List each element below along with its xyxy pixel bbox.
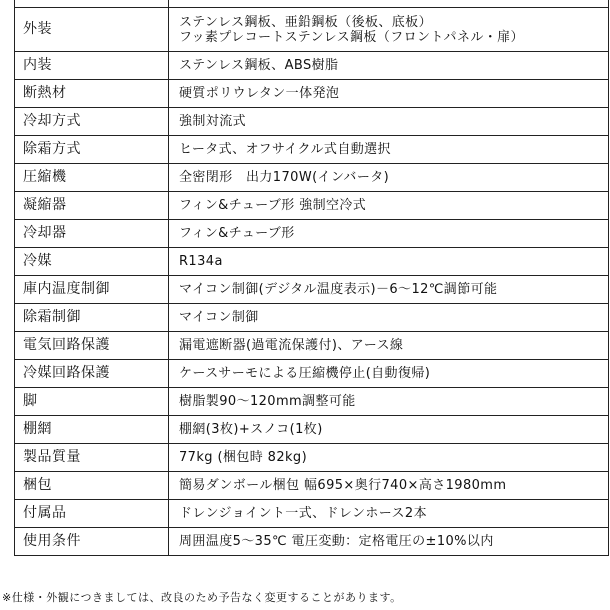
spec-row-refrigerant-circuit-protection <box>15 360 609 388</box>
spec-row-refrigerant <box>15 248 609 276</box>
spec-label-operating-conditions: 使用条件 <box>15 528 169 556</box>
spec-value-accessories: ドレンジョイント一式、ドレンホース2本 <box>169 500 609 528</box>
spec-value-exterior-line-1: ステンレス鋼板、亜鉛鋼板（後板、底板） <box>179 14 432 30</box>
spec-value-refrigerant: R134a <box>169 248 609 276</box>
spec-value-operating-conditions: 周囲温度5～35℃ 電圧変動：定格電圧の±10%以内 <box>169 528 609 556</box>
spec-label-temperature-control: 庫内温度制御 <box>15 276 169 304</box>
spec-value-interior: ステンレス鋼板、ABS樹脂 <box>169 52 609 80</box>
spec-row-evaporator <box>15 220 609 248</box>
spec-label-packaging: 梱包 <box>15 472 169 500</box>
spec-value-exterior <box>169 8 609 52</box>
spec-row-defrost-control <box>15 304 609 332</box>
spec-row-shelves <box>15 416 609 444</box>
spec-row-compressor <box>15 164 609 192</box>
spec-label-shelves: 棚網 <box>15 416 169 444</box>
spec-row-packaging <box>15 472 609 500</box>
spec-label-circuit-protection: 電気回路保護 <box>15 332 169 360</box>
spec-label-cell <box>15 0 169 8</box>
spec-label-exterior: 外装 <box>15 8 169 52</box>
spec-value-product-weight: 77kg (梱包時 82kg) <box>169 444 609 472</box>
table-top-edge-row <box>15 0 609 8</box>
spec-label-insulation: 断熱材 <box>15 80 169 108</box>
spec-value-temperature-control: マイコン制御(デジタル温度表示)－6～12℃調節可能 <box>169 276 609 304</box>
spec-value-compressor: 全密閉形 出力170W(インバータ) <box>169 164 609 192</box>
spec-value-packaging: 簡易ダンボール梱包 幅695×奥行740×高さ1980mm <box>169 472 609 500</box>
spec-value-cooling-method: 強制対流式 <box>169 108 609 136</box>
spec-row-cooling-method <box>15 108 609 136</box>
spec-row-product-weight <box>15 444 609 472</box>
spec-value-legs: 樹脂製90～120mm調整可能 <box>169 388 609 416</box>
spec-value-defrost-method: ヒータ式、オフサイクル式自動選択 <box>169 136 609 164</box>
spec-row-temperature-control <box>15 276 609 304</box>
spec-label-compressor: 圧縮機 <box>15 164 169 192</box>
spec-label-condenser: 凝縮器 <box>15 192 169 220</box>
spec-value-circuit-protection: 漏電遮断器(過電流保護付)、アース線 <box>169 332 609 360</box>
spec-label-evaporator: 冷却器 <box>15 220 169 248</box>
spec-label-accessories: 付属品 <box>15 500 169 528</box>
spec-value-evaporator: フィン&チューブ形 <box>169 220 609 248</box>
footnote: ※仕様・外観につきましては、改良のため予告なく変更することがあります。 <box>2 591 402 604</box>
spec-value-cell <box>169 0 609 8</box>
spec-row-legs <box>15 388 609 416</box>
spec-row-circuit-protection <box>15 332 609 360</box>
spec-value-exterior-line-2: フッ素プレコートステンレス鋼板（フロントパネル・扉） <box>179 29 524 45</box>
spec-value-condenser: フィン&チューブ形 強制空冷式 <box>169 192 609 220</box>
spec-value-insulation: 硬質ポリウレタン一体発泡 <box>169 80 609 108</box>
spec-label-product-weight: 製品質量 <box>15 444 169 472</box>
spec-row-operating-conditions <box>15 528 609 556</box>
spec-label-defrost-control: 除霜制御 <box>15 304 169 332</box>
spec-label-refrigerant-circuit-protection: 冷媒回路保護 <box>15 360 169 388</box>
spec-row-condenser <box>15 192 609 220</box>
spec-row-defrost-method <box>15 136 609 164</box>
spec-label-refrigerant: 冷媒 <box>15 248 169 276</box>
spec-table <box>14 0 609 556</box>
spec-row-insulation <box>15 80 609 108</box>
spec-row-exterior <box>15 8 609 52</box>
spec-value-defrost-control: マイコン制御 <box>169 304 609 332</box>
spec-value-refrigerant-circuit-protection: ケースサーモによる圧縮機停止(自動復帰) <box>169 360 609 388</box>
spec-row-interior <box>15 52 609 80</box>
spec-label-defrost-method: 除霜方式 <box>15 136 169 164</box>
spec-value-shelves: 棚網(3枚)+スノコ(1枚) <box>169 416 609 444</box>
spec-row-accessories <box>15 500 609 528</box>
spec-label-interior: 内装 <box>15 52 169 80</box>
spec-label-cooling-method: 冷却方式 <box>15 108 169 136</box>
spec-label-legs: 脚 <box>15 388 169 416</box>
